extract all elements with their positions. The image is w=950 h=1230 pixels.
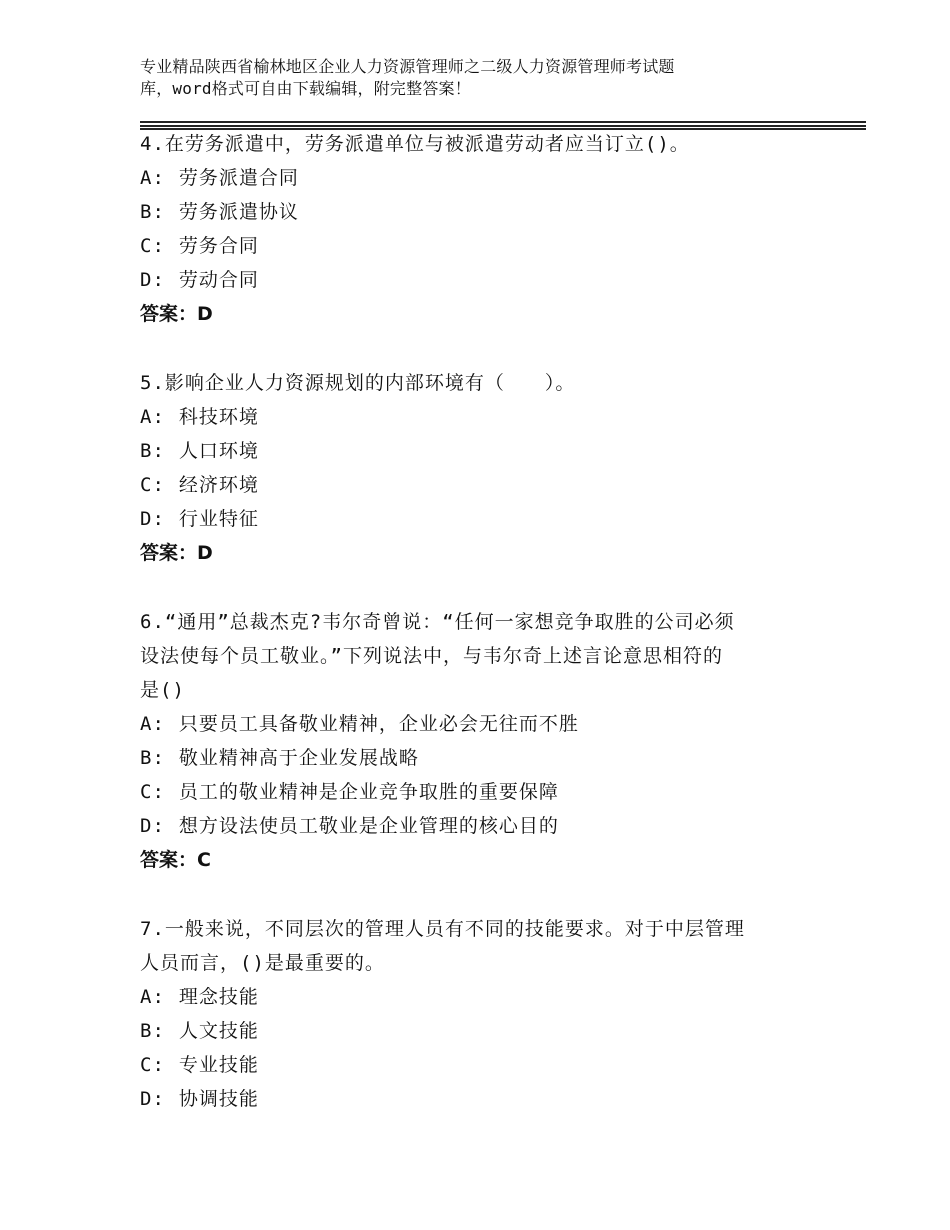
question-stem: 是() xyxy=(140,679,185,701)
option-letter: D: xyxy=(140,1088,165,1110)
question-list xyxy=(140,127,820,1116)
option-text: 经济环境 xyxy=(178,474,259,496)
option-letter: B: xyxy=(140,1020,165,1042)
option-letter: D: xyxy=(140,269,165,291)
option-text: 劳务派遣合同 xyxy=(178,167,299,189)
option-letter: C: xyxy=(140,781,165,803)
option-text: 理念技能 xyxy=(178,986,259,1008)
question-block xyxy=(140,366,820,570)
question-block xyxy=(140,605,820,877)
option-letter: B: xyxy=(140,440,165,462)
answer-option xyxy=(140,502,820,536)
option-letter: C: xyxy=(140,235,165,257)
answer-label: 答案： xyxy=(140,849,198,871)
question-stem: 4.在劳务派遣中，劳务派遣单位与被派遣劳动者应当订立()。 xyxy=(140,133,690,155)
question-stem: 人员而言，()是最重要的。 xyxy=(140,952,385,974)
answer-label: 答案： xyxy=(140,542,198,564)
option-letter: A: xyxy=(140,713,165,735)
answer-option xyxy=(140,263,820,297)
option-text: 协调技能 xyxy=(178,1088,259,1110)
option-text: 劳务合同 xyxy=(178,235,259,257)
option-letter: A: xyxy=(140,986,165,1008)
answer-option xyxy=(140,434,820,468)
answer-option xyxy=(140,161,820,195)
question-stem: 7.一般来说，不同层次的管理人员有不同的技能要求。对于中层管理 xyxy=(140,918,745,940)
answer-value: C xyxy=(197,849,211,871)
answer-option xyxy=(140,1048,820,1082)
answer-option xyxy=(140,980,820,1014)
answer-option xyxy=(140,1082,820,1116)
answer-label: 答案： xyxy=(140,303,198,325)
answer-line xyxy=(140,843,820,877)
answer-option xyxy=(140,195,820,229)
option-letter: B: xyxy=(140,747,165,769)
option-letter: A: xyxy=(140,406,165,428)
answer-option xyxy=(140,400,820,434)
option-text: 劳务派遣协议 xyxy=(178,201,299,223)
answer-option xyxy=(140,1014,820,1048)
header-divider xyxy=(140,121,866,123)
question-stem: 设法使每个员工敬业。”下列说法中，与韦尔奇上述言论意思相符的 xyxy=(140,645,723,667)
header-line-2: 库，word格式可自由下载编辑，附完整答案！ xyxy=(140,79,471,98)
answer-line xyxy=(140,536,820,570)
question-stem: 5.影响企业人力资源规划的内部环境有（ ）。 xyxy=(140,372,576,394)
answer-line xyxy=(140,297,820,331)
option-letter: B: xyxy=(140,201,165,223)
option-text: 劳动合同 xyxy=(178,269,259,291)
option-letter: D: xyxy=(140,508,165,530)
question-block xyxy=(140,912,820,1116)
option-letter: A: xyxy=(140,167,165,189)
option-text: 科技环境 xyxy=(178,406,259,428)
option-text: 敬业精神高于企业发展战略 xyxy=(178,747,419,769)
option-text: 人口环境 xyxy=(178,440,259,462)
answer-option xyxy=(140,741,820,775)
document-header xyxy=(140,56,800,100)
option-letter: C: xyxy=(140,474,165,496)
option-text: 行业特征 xyxy=(178,508,259,530)
option-text: 只要员工具备敬业精神，企业必会无往而不胜 xyxy=(178,713,579,735)
answer-value: D xyxy=(197,542,213,564)
answer-option xyxy=(140,707,820,741)
option-text: 员工的敬业精神是企业竞争取胜的重要保障 xyxy=(178,781,559,803)
question-block xyxy=(140,127,820,331)
answer-option xyxy=(140,775,820,809)
answer-option xyxy=(140,229,820,263)
answer-option xyxy=(140,468,820,502)
option-letter: D: xyxy=(140,815,165,837)
header-line-1: 专业精品陕西省榆林地区企业人力资源管理师之二级人力资源管理师考试题 xyxy=(140,57,675,76)
option-letter: C: xyxy=(140,1054,165,1076)
option-text: 人文技能 xyxy=(178,1020,259,1042)
option-text: 想方设法使员工敬业是企业管理的核心目的 xyxy=(178,815,559,837)
answer-option xyxy=(140,809,820,843)
option-text: 专业技能 xyxy=(178,1054,259,1076)
question-stem: 6.“通用”总裁杰克?韦尔奇曾说：“任何一家想竞争取胜的公司必须 xyxy=(140,611,735,633)
answer-value: D xyxy=(197,303,213,325)
